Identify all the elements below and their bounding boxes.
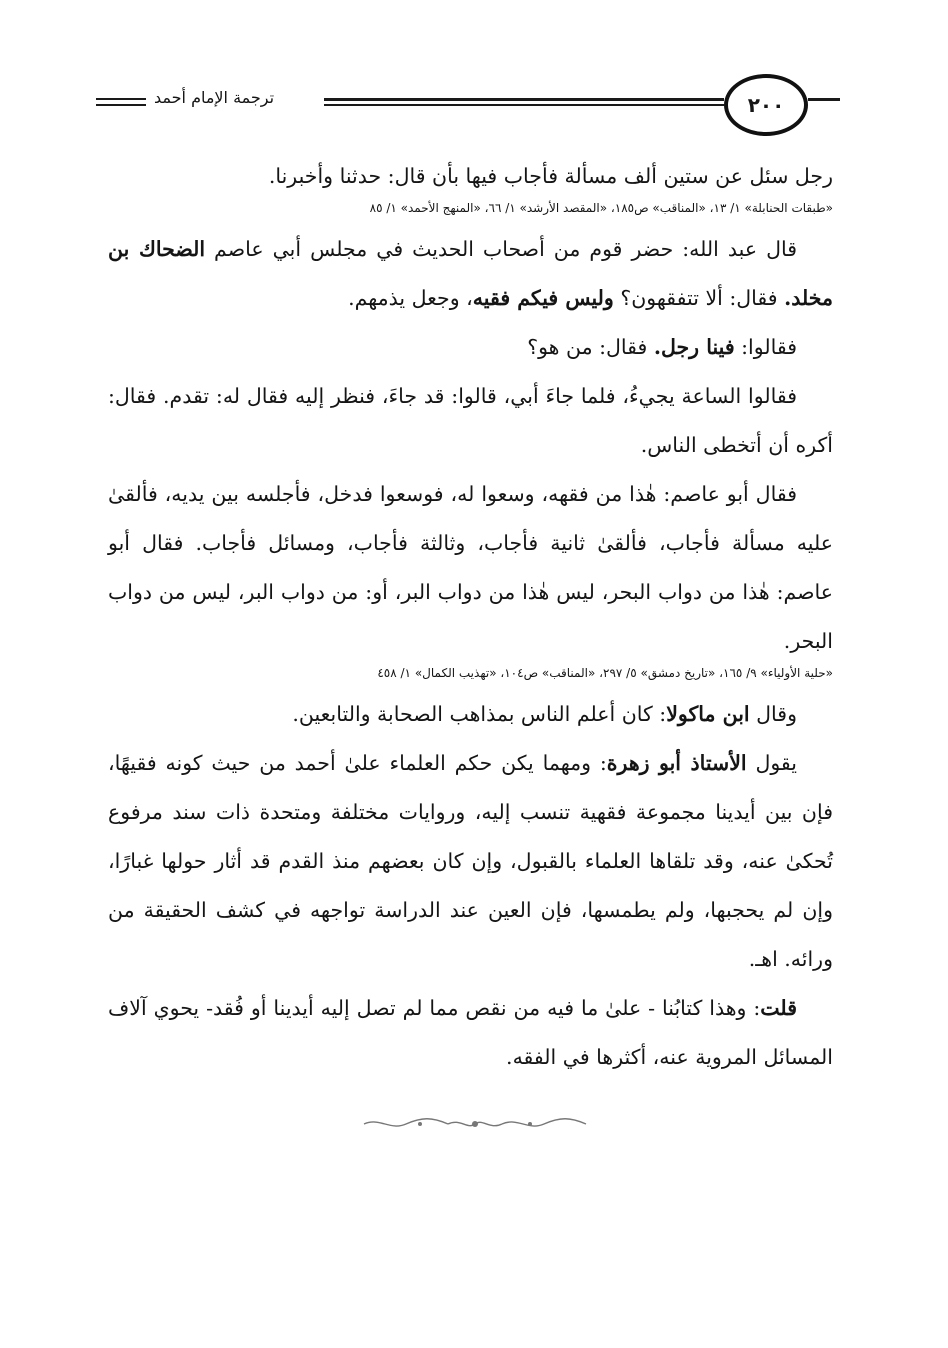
p2-text-e: ، وجعل يذمهم. bbox=[348, 286, 473, 310]
paragraph-2 bbox=[108, 225, 833, 323]
header-rule-right-2 bbox=[96, 104, 146, 106]
p2-text-a: قال عبد الله: حضر قوم من أصحاب الحديث في مجلس أبي عاصم bbox=[205, 237, 798, 261]
p8-text-b: : وهذا كتابُنا - علىٰ ما فيه من نقص مما لم تصل إليه أيدينا أو فُقد- يحوي آلاف المسائل المروية عنه، أكثرها في الفقه. bbox=[108, 996, 833, 1069]
p7-name-bold: الأستاذ أبو زهرة bbox=[606, 751, 747, 775]
paragraph-6 bbox=[108, 690, 833, 739]
page-header bbox=[96, 68, 840, 138]
header-rule-right bbox=[96, 98, 146, 100]
p3-bold: فينا رجل. bbox=[653, 335, 735, 359]
p2-quote-bold: وليس فيكم فقيه bbox=[472, 286, 614, 310]
p2-text-c: فقال: ألا تتفقهون؟ bbox=[613, 286, 785, 310]
p8-bold: قلت bbox=[760, 996, 797, 1020]
paragraph-3 bbox=[108, 323, 833, 372]
p7-text-c: : ومهما يكن حكم العلماء علىٰ أحمد من حيث كونه فقيهًا، فإن بين أيدينا مجموعة فقهية تنسب إليه، وروايات مختلفة ومتحدة ذات سند مرفوع تُحكىٰ عنه، وقد تلقاها العلماء بالقبول، وإن كان بعضهم منذ القدم قد أثار حولها غبارًا، وإن لم يحجبها، ولم يطمسها، فإن العين عند الدراسة تواجهه في كشف الحقيقة من ورائه. اهـ. bbox=[108, 751, 833, 971]
p3-text-a: فقالوا: bbox=[734, 335, 797, 359]
reference-line-2: «حلية الأولياء» ٩/ ١٦٥، «تاريخ دمشق» ٥/ ٢٩٧، «المناقب» ص١٠٤، «تهذيب الكمال» ١/ ٤٥٨ bbox=[377, 666, 833, 680]
paragraph-8 bbox=[108, 984, 833, 1082]
page-number-frame bbox=[724, 74, 808, 136]
end-of-section-ornament-icon bbox=[360, 1115, 590, 1133]
paragraph-7 bbox=[108, 739, 833, 984]
p6-text-a: وقال bbox=[749, 702, 797, 726]
header-rule-left bbox=[808, 98, 840, 101]
running-title: ترجمة الإمام أحمد bbox=[146, 88, 282, 107]
paragraph-1: رجل سئل عن ستين ألف مسألة فأجاب فيها بأن قال: حدثنا وأخبرنا. bbox=[268, 164, 833, 188]
p3-text-c: فقال: من هو؟ bbox=[527, 335, 654, 359]
header-rule-long bbox=[324, 98, 724, 101]
header-rule-long-2 bbox=[324, 104, 724, 106]
p2-name-bold: الضحاك بن مخلد. bbox=[108, 237, 833, 310]
page-body bbox=[108, 152, 833, 1082]
p6-text-c: : كان أعلم الناس بمذاهب الصحابة والتابعين. bbox=[292, 702, 667, 726]
paragraph-4: فقالوا الساعة يجيءُ، فلما جاءَ أبي، قالوا: قد جاءَ، فنظر إليه فقال له: تقدم. فقال: أكره أن أتخطى الناس. bbox=[108, 384, 833, 457]
reference-line-1: «طبقات الحنابلة» ١/ ١٣، «المناقب» ص١٨٥، «المقصد الأرشد» ١/ ٦٦، «المنهج الأحمد» ١/ ٨٥ bbox=[369, 201, 833, 215]
paragraph-5: فقال أبو عاصم: هٰذا من فقهه، وسعوا له، فوسعوا فدخل، فأجلسه بين يديه، فألقىٰ عليه مسألة فأجاب، فألقىٰ ثانية فأجاب، وثالثة فأجاب، ومسائل فأجاب. فقال أبو عاصم: هٰذا من دواب البحر، ليس هٰذا من دواب البر، أو: من دواب البر، ليس من دواب البحر. bbox=[108, 482, 833, 653]
p6-name-bold: ابن ماكولا bbox=[666, 702, 750, 726]
p7-text-a: يقول bbox=[746, 751, 797, 775]
page-number: ٢٠٠ bbox=[747, 93, 785, 117]
